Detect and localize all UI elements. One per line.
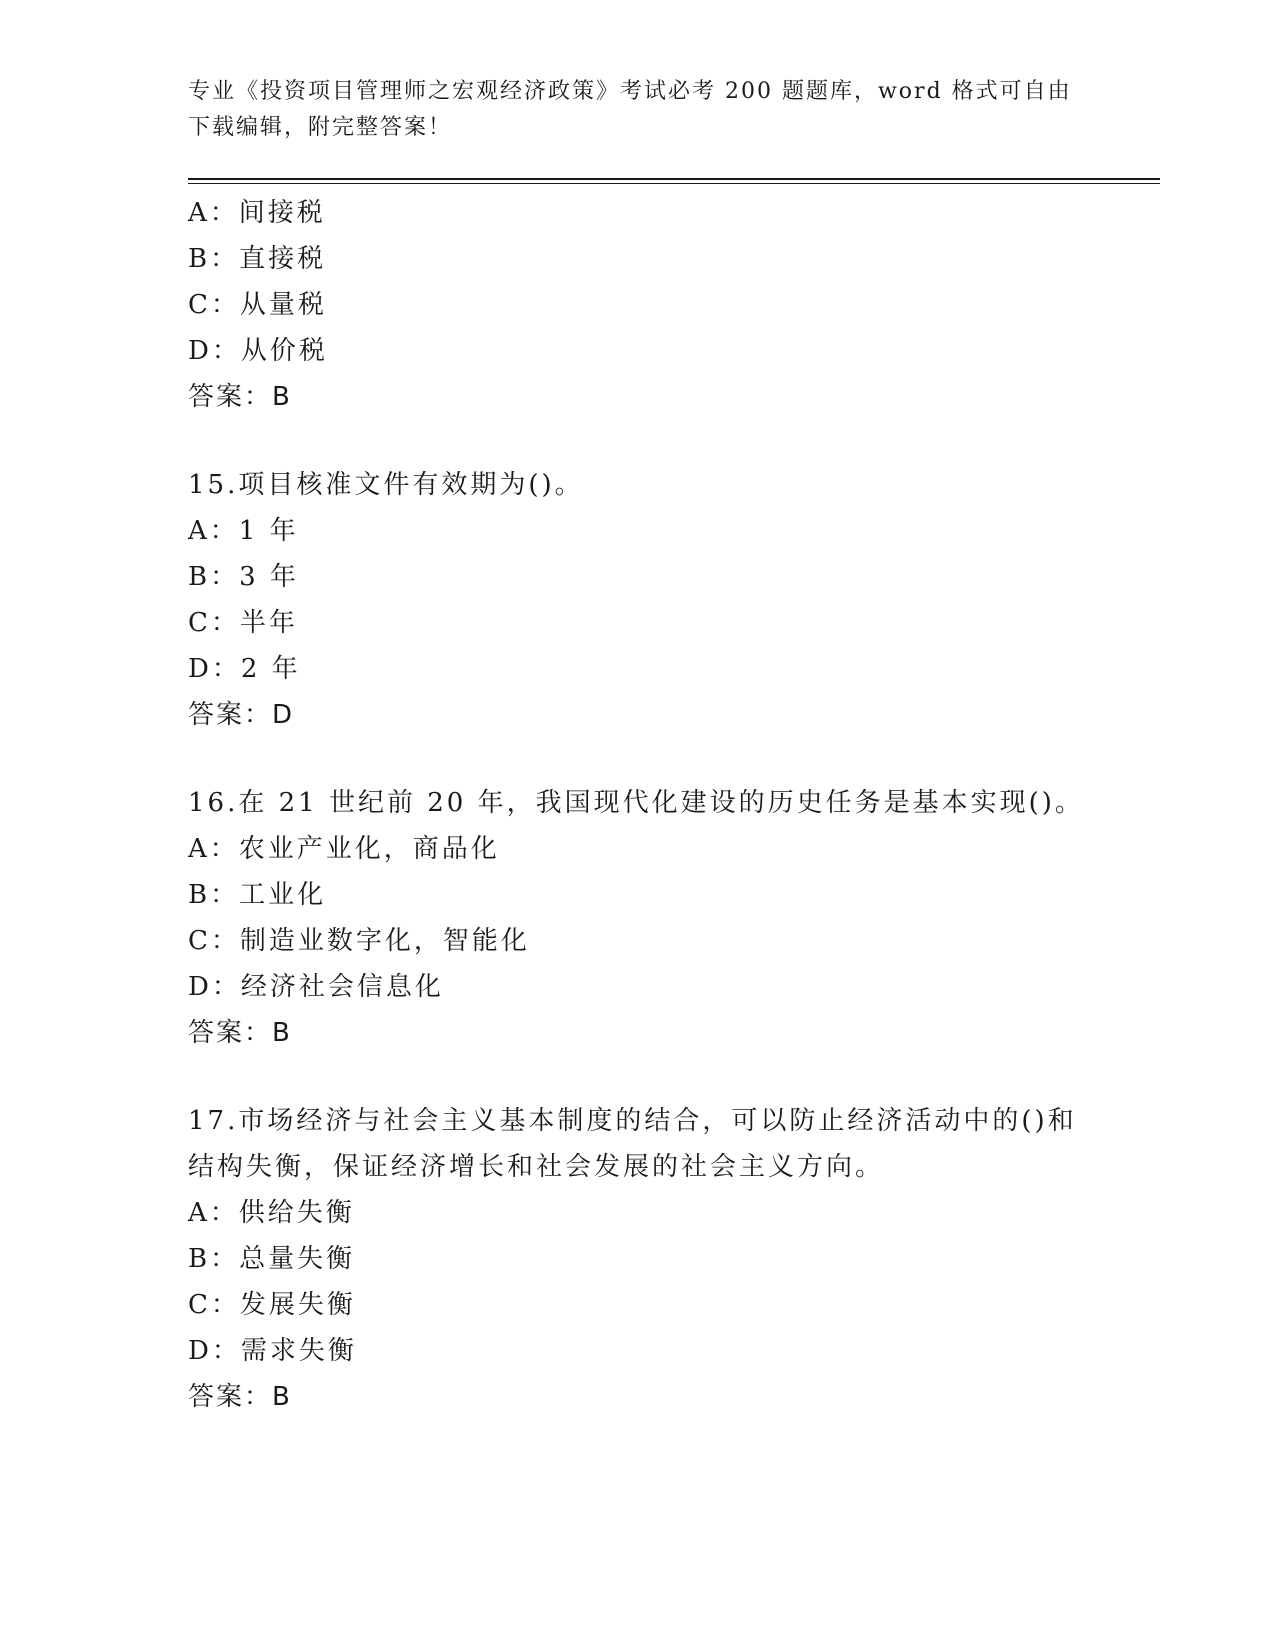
- option-a: A：农业产业化，商品化: [188, 834, 500, 864]
- option-c: C：发展失衡: [188, 1290, 356, 1320]
- option-d: D：2 年: [188, 654, 301, 684]
- answer-line: 答案：D: [188, 700, 295, 730]
- option-d: D：需求失衡: [188, 1336, 357, 1366]
- answer-line: 答案：B: [188, 382, 292, 412]
- question-17: [188, 1098, 1160, 1420]
- question-14-continued: [188, 190, 1160, 420]
- question-text: 16.在 21 世纪前 20 年，我国现代化建设的历史任务是基本实现()。: [188, 788, 1084, 818]
- option-c: C：从量税: [188, 290, 327, 320]
- option-a: A：间接税: [188, 198, 326, 228]
- option-b: B：工业化: [188, 880, 327, 910]
- header-rule-thin: [188, 183, 1160, 184]
- option-d: D：从价税: [188, 336, 328, 366]
- header-rule-thick: [188, 178, 1160, 180]
- question-text: 17.市场经济与社会主义基本制度的结合，可以防止经济活动中的()和结构失衡，保证经济增长和社会发展的社会主义方向。: [188, 1106, 1077, 1182]
- question-15: [188, 462, 1160, 738]
- option-b: B：直接税: [188, 244, 327, 274]
- question-text: 15.项目核准文件有效期为()。: [188, 470, 584, 500]
- answer-line: 答案：B: [188, 1018, 292, 1048]
- answer-line: 答案：B: [188, 1382, 292, 1412]
- question-list: [188, 190, 1160, 1462]
- option-b: B：3 年: [188, 562, 299, 592]
- option-c: C：制造业数字化，智能化: [188, 926, 530, 956]
- option-a: A：供给失衡: [188, 1198, 355, 1228]
- option-a: A：1 年: [188, 516, 299, 546]
- option-c: C：半年: [188, 608, 298, 638]
- question-16: [188, 780, 1160, 1056]
- option-d: D：经济社会信息化: [188, 972, 444, 1002]
- document-header: 专业《投资项目管理师之宏观经济政策》考试必考 200 题题库，word 格式可自由下载编辑，附完整答案！: [188, 79, 1072, 140]
- option-b: B：总量失衡: [188, 1244, 356, 1274]
